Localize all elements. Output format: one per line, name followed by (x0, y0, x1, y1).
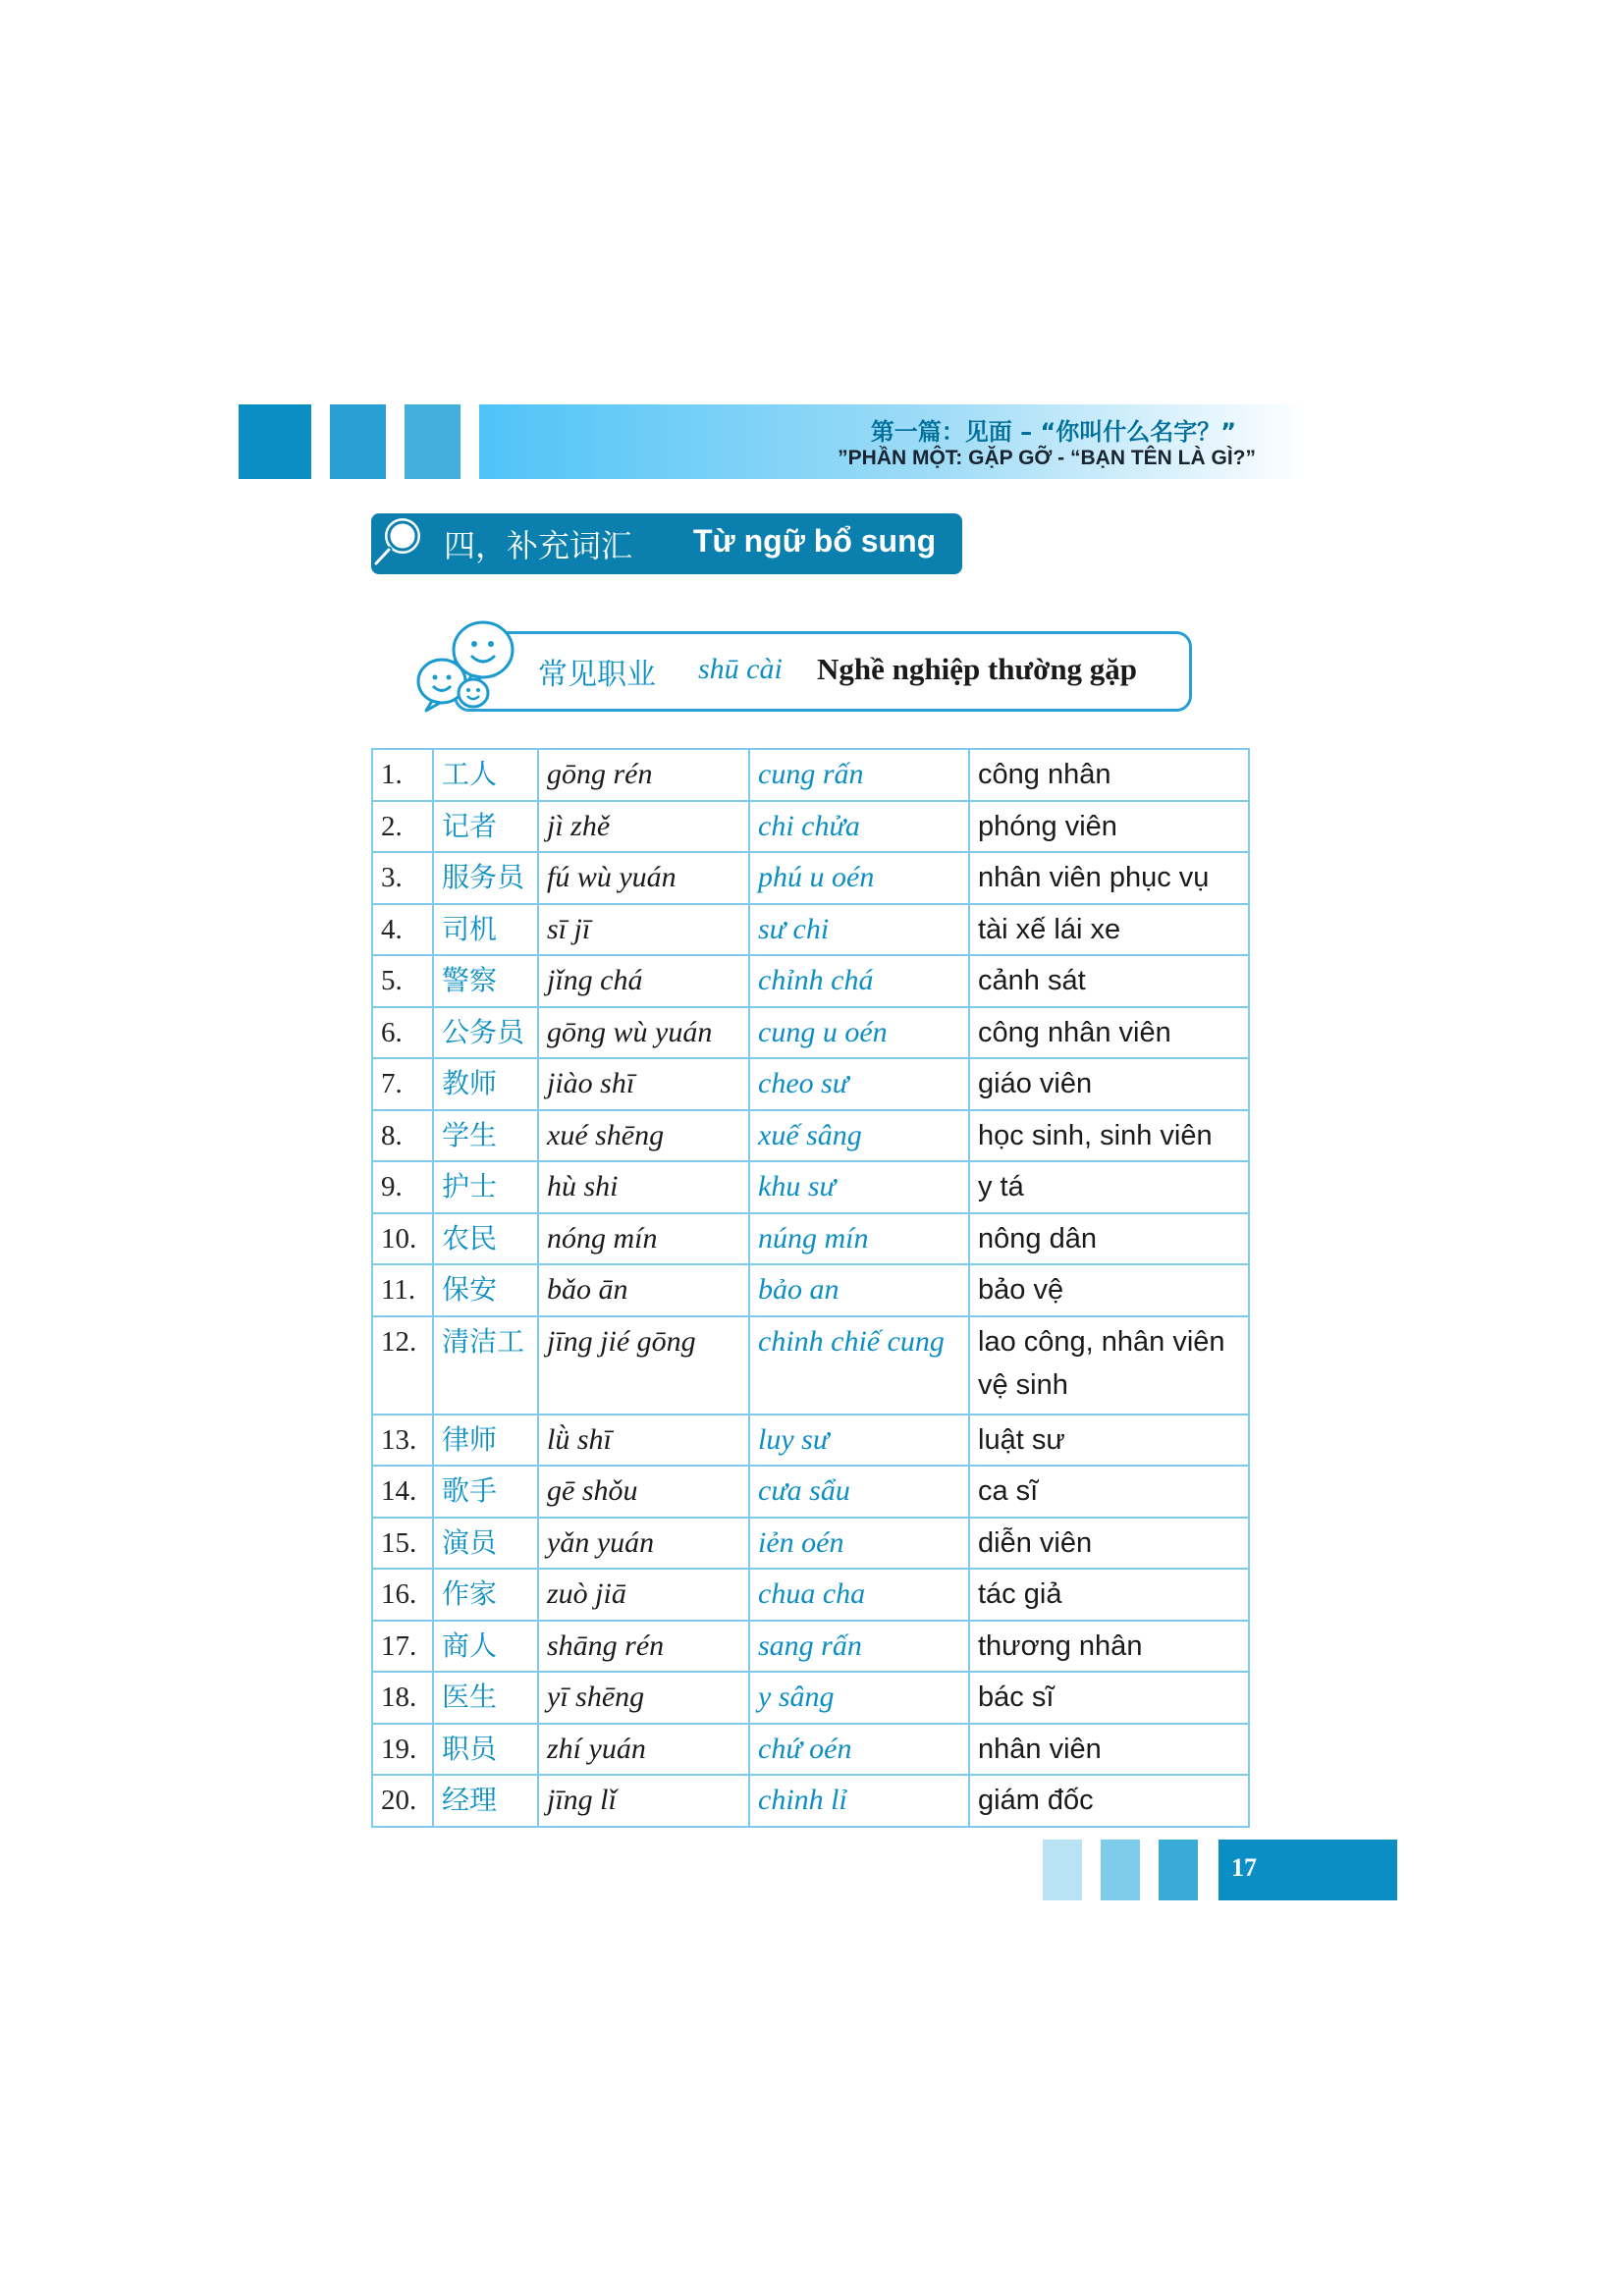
table-row (372, 1110, 1249, 1162)
vocab-meaning-line: nhân viên phục vụ (978, 862, 1210, 893)
vocab-pinyin: gōng wù yuán (538, 1007, 749, 1059)
vocab-meaning-line: học sinh, sinh viên (978, 1119, 1213, 1151)
vocab-number: 19. (372, 1724, 433, 1776)
table-row (372, 1316, 1249, 1415)
vocab-meaning-line: nông dân (978, 1222, 1097, 1255)
vocab-hanzi: 记者 (433, 801, 538, 853)
vocab-reading: y sâng (749, 1672, 969, 1724)
vocab-number: 3. (372, 852, 433, 904)
table-row (372, 852, 1249, 904)
vocab-meaning-line: tài xế lái xe (978, 913, 1121, 945)
vocab-reading: núng mín (749, 1213, 969, 1265)
vocab-hanzi: 服务员 (433, 852, 538, 904)
vocab-meaning (969, 1007, 1249, 1059)
vocab-meaning (969, 852, 1249, 904)
vocab-hanzi: 警察 (433, 955, 538, 1007)
vocab-meaning (969, 904, 1249, 956)
vocab-number: 5. (372, 955, 433, 1007)
vocab-meaning (969, 749, 1249, 801)
vocab-hanzi: 清洁工 (433, 1316, 538, 1415)
vocab-meaning-line: bảo vệ (978, 1274, 1064, 1306)
vocab-meaning-line: giáo viên (978, 1068, 1093, 1099)
vocab-meaning (969, 1775, 1249, 1827)
footer-block-3 (1159, 1840, 1198, 1900)
vocab-meaning-line: lao công, nhân viên (978, 1325, 1225, 1358)
vocab-pinyin: sī jī (538, 904, 749, 956)
vocab-hanzi: 保安 (433, 1264, 538, 1316)
vocab-reading: phú u oén (749, 852, 969, 904)
vocab-number: 16. (372, 1569, 433, 1621)
vocab-number: 18. (372, 1672, 433, 1724)
vocab-number: 11. (372, 1264, 433, 1316)
table-row (372, 1775, 1249, 1827)
vocab-hanzi: 医生 (433, 1672, 538, 1724)
vocab-reading: sư chi (749, 904, 969, 956)
vocab-reading: sang rấn (749, 1621, 969, 1673)
section-title-cn: 四，补充词汇 (444, 527, 633, 564)
vocab-hanzi: 演员 (433, 1518, 538, 1570)
vocab-meaning (969, 1518, 1249, 1570)
vocab-meaning-line: luật sư (978, 1423, 1065, 1456)
vocab-meaning (969, 1724, 1249, 1776)
vocab-reading: chỉnh chá (749, 955, 969, 1007)
vocab-meaning (969, 1672, 1249, 1724)
chapter-title-cn: 第一篇：见面 – “你叫什么名字？” (870, 418, 1236, 446)
vocab-meaning-line: phóng viên (978, 810, 1117, 842)
page-number: 17 (1231, 1853, 1257, 1882)
vocab-reading: iẻn oén (749, 1518, 969, 1570)
vocab-meaning (969, 1058, 1249, 1110)
vocab-hanzi: 教师 (433, 1058, 538, 1110)
vocab-number: 14. (372, 1466, 433, 1518)
section-title-vn: Từ ngữ bổ sung (693, 523, 937, 559)
vocab-pinyin: jīng lǐ (538, 1775, 749, 1827)
vocab-pinyin: gōng rén (538, 749, 749, 801)
vocab-number: 15. (372, 1518, 433, 1570)
vocab-number: 12. (372, 1316, 433, 1415)
table-row (372, 1415, 1249, 1467)
footer-block-2 (1101, 1840, 1140, 1900)
vocab-reading: cung u oén (749, 1007, 969, 1059)
vocab-meaning (969, 1213, 1249, 1265)
vocab-meaning-line: thương nhân (978, 1629, 1143, 1662)
vocab-reading: cung rấn (749, 749, 969, 801)
vocab-number: 7. (372, 1058, 433, 1110)
vocab-reading: khu sư (749, 1161, 969, 1213)
subsection-title-cn: 常见职业 (538, 658, 656, 692)
vocab-table (371, 748, 1250, 1828)
table-row (372, 1007, 1249, 1059)
header-block-2 (330, 404, 386, 479)
vocab-reading: xuế sâng (749, 1110, 969, 1162)
vocab-reading: luy sư (749, 1415, 969, 1467)
vocab-hanzi: 护士 (433, 1161, 538, 1213)
vocab-number: 10. (372, 1213, 433, 1265)
vocab-meaning (969, 1110, 1249, 1162)
vocab-reading: chua cha (749, 1569, 969, 1621)
vocab-meaning (969, 1415, 1249, 1467)
vocab-number: 13. (372, 1415, 433, 1467)
vocab-number: 4. (372, 904, 433, 956)
table-row (372, 1518, 1249, 1570)
table-row (372, 801, 1249, 853)
vocab-meaning-line: tác giả (978, 1578, 1062, 1610)
vocab-table-body (372, 749, 1249, 1827)
vocab-pinyin: jǐng chá (538, 955, 749, 1007)
table-row (372, 1264, 1249, 1316)
table-row (372, 1621, 1249, 1673)
vocab-meaning (969, 1466, 1249, 1518)
vocab-pinyin: xué shēng (538, 1110, 749, 1162)
vocab-reading: chi chửa (749, 801, 969, 853)
vocab-meaning-line: y tá (978, 1171, 1024, 1202)
vocab-hanzi: 农民 (433, 1213, 538, 1265)
vocab-meaning (969, 1569, 1249, 1621)
vocab-hanzi: 商人 (433, 1621, 538, 1673)
table-row (372, 1161, 1249, 1213)
footer-block-1 (1043, 1840, 1082, 1900)
vocab-pinyin: zuò jiā (538, 1569, 749, 1621)
vocab-hanzi: 作家 (433, 1569, 538, 1621)
vocab-hanzi: 公务员 (433, 1007, 538, 1059)
vocab-hanzi: 学生 (433, 1110, 538, 1162)
vocab-meaning-line: diễn viên (978, 1526, 1093, 1559)
vocab-number: 6. (372, 1007, 433, 1059)
smiley-chat-icon (412, 616, 520, 715)
table-row (372, 1058, 1249, 1110)
vocab-meaning (969, 1316, 1249, 1415)
vocab-reading: cưa sẩu (749, 1466, 969, 1518)
vocab-pinyin: fú wù yuán (538, 852, 749, 904)
vocab-reading: bảo an (749, 1264, 969, 1316)
vocab-meaning-line: vệ sinh (978, 1368, 1068, 1401)
subsection-title-vn: Nghề nghiệp thường gặp (817, 652, 1138, 686)
table-row (372, 955, 1249, 1007)
vocab-meaning-line: ca sĩ (978, 1475, 1039, 1507)
vocab-pinyin: jiào shī (538, 1058, 749, 1110)
vocab-pinyin: nóng mín (538, 1213, 749, 1265)
vocab-pinyin: shāng rén (538, 1621, 749, 1673)
vocab-meaning-line: giám đốc (978, 1785, 1094, 1816)
chapter-title-vn: ”PHẦN MỘT: GẶP GỠ - “BẠN TÊN LÀ GÌ?” (838, 447, 1256, 469)
vocab-meaning-line: công nhân viên (978, 1016, 1171, 1048)
vocab-pinyin: zhí yuán (538, 1724, 749, 1776)
vocab-hanzi: 经理 (433, 1775, 538, 1827)
vocab-number: 20. (372, 1775, 433, 1827)
table-row (372, 1569, 1249, 1621)
vocab-pinyin: jīng jié gōng (538, 1316, 749, 1415)
vocab-pinyin: hù shi (538, 1161, 749, 1213)
vocab-number: 1. (372, 749, 433, 801)
vocab-pinyin: yǎn yuán (538, 1518, 749, 1570)
header-block-1 (239, 404, 311, 479)
vocab-meaning-line: cảnh sát (978, 965, 1086, 996)
vocab-reading: cheo sư (749, 1058, 969, 1110)
vocab-number: 8. (372, 1110, 433, 1162)
table-row (372, 1466, 1249, 1518)
vocab-number: 9. (372, 1161, 433, 1213)
vocab-reading: chinh chiế cung (749, 1316, 969, 1415)
vocab-meaning (969, 1264, 1249, 1316)
table-row (372, 1672, 1249, 1724)
vocab-pinyin: gē shǒu (538, 1466, 749, 1518)
vocab-meaning (969, 955, 1249, 1007)
vocab-hanzi: 司机 (433, 904, 538, 956)
subsection-title-pinyin: shū cài (698, 653, 783, 685)
vocab-pinyin: jì zhě (538, 801, 749, 853)
vocab-meaning-line: bác sĩ (978, 1682, 1055, 1713)
vocab-number: 17. (372, 1621, 433, 1673)
vocab-reading: chinh lỉ (749, 1775, 969, 1827)
vocab-meaning (969, 801, 1249, 853)
header-block-3 (405, 404, 460, 479)
magnifier-icon (369, 508, 434, 573)
vocab-meaning-line: công nhân (978, 759, 1111, 790)
vocab-meaning-line: nhân viên (978, 1733, 1102, 1765)
table-row (372, 749, 1249, 801)
table-row (372, 1213, 1249, 1265)
vocab-pinyin: bǎo ān (538, 1264, 749, 1316)
vocab-hanzi: 工人 (433, 749, 538, 801)
vocab-number: 2. (372, 801, 433, 853)
vocab-hanzi: 歌手 (433, 1466, 538, 1518)
vocab-meaning (969, 1161, 1249, 1213)
vocab-meaning (969, 1621, 1249, 1673)
vocab-pinyin: yī shēng (538, 1672, 749, 1724)
table-row (372, 904, 1249, 956)
table-row (372, 1724, 1249, 1776)
vocab-hanzi: 职员 (433, 1724, 538, 1776)
vocab-pinyin: lǜ shī (538, 1415, 749, 1467)
vocab-hanzi: 律师 (433, 1415, 538, 1467)
vocab-reading: chứ oén (749, 1724, 969, 1776)
